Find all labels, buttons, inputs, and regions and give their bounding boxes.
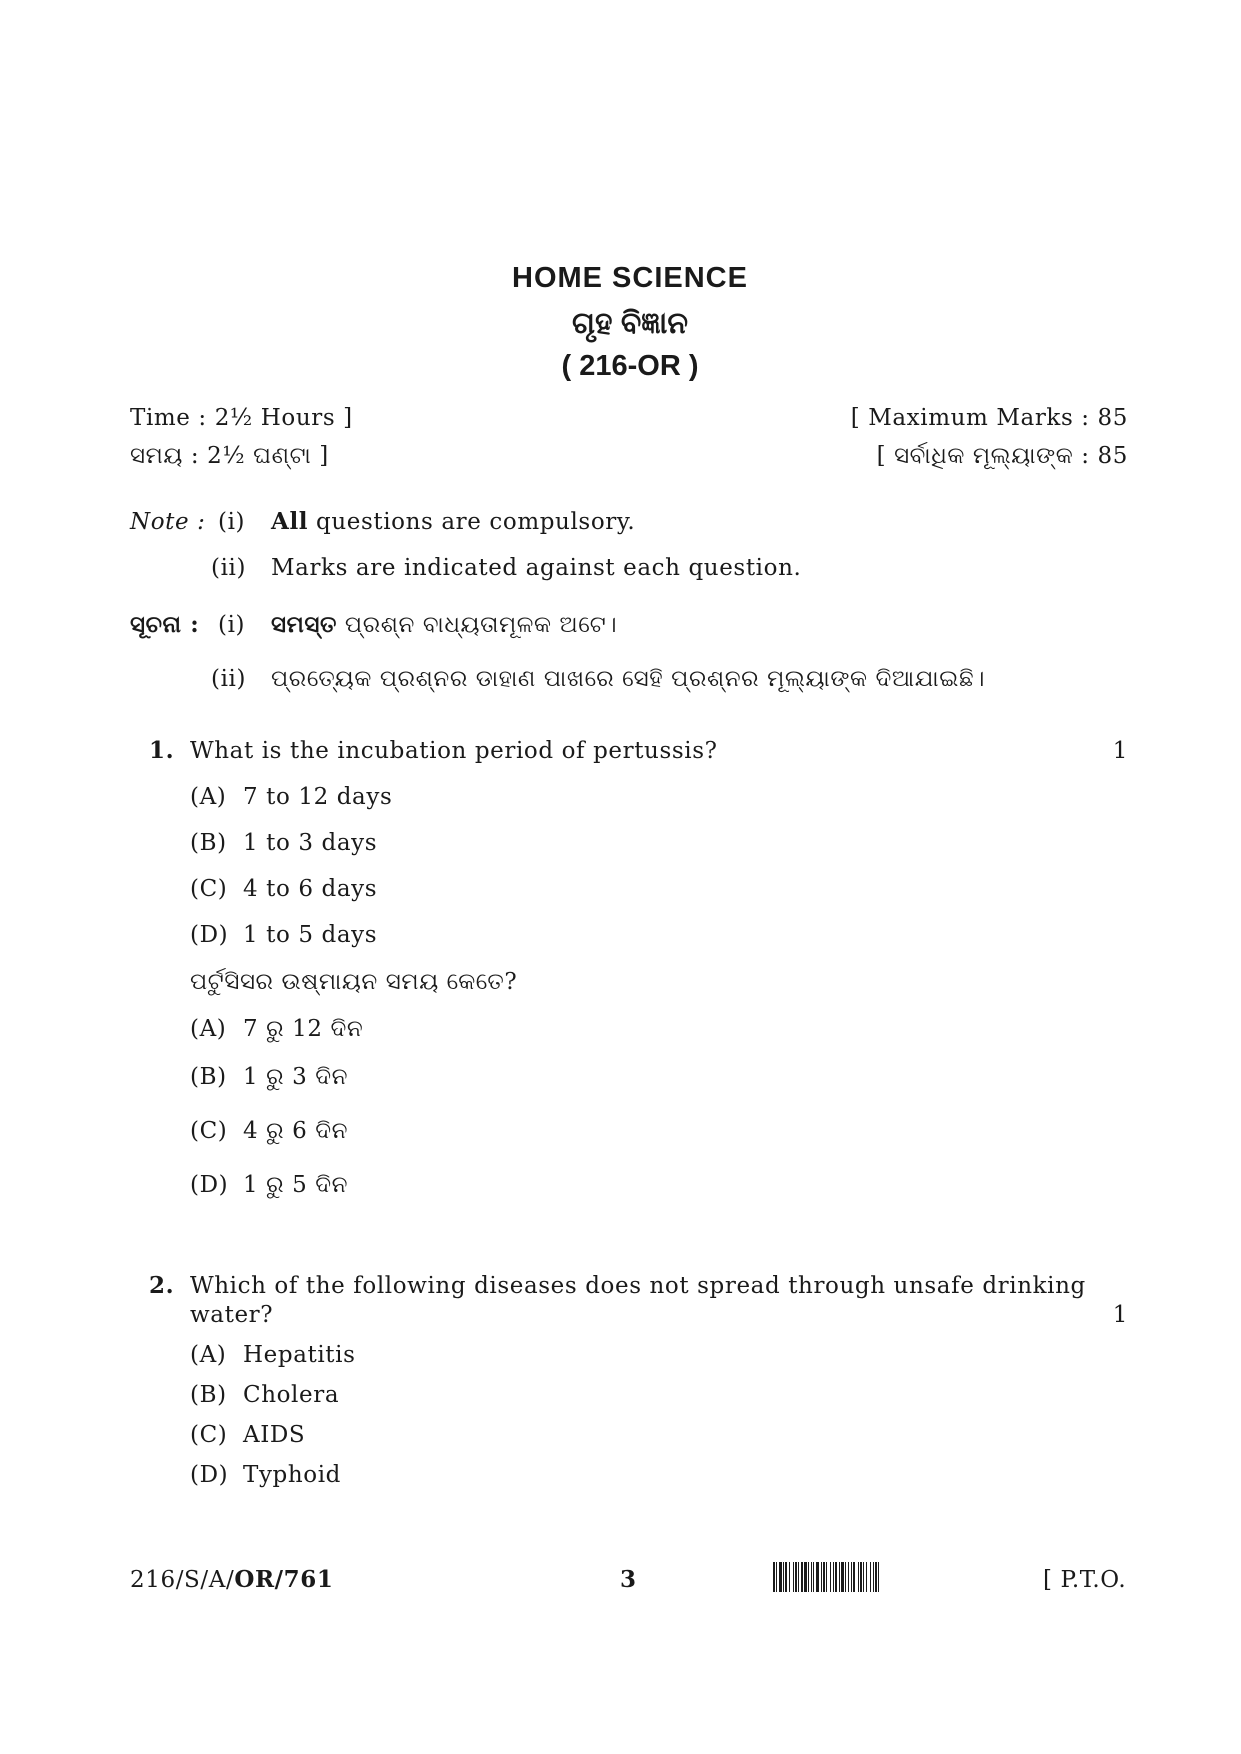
q1-odia-option-a-text: 7 ରୁ 12 ଦିନ [243,1016,364,1042]
note-line-2: Marks are indicated against each question. [271,555,802,581]
time-english: Time : 2½ Hours ] [130,405,353,431]
question-1-marks: 1 [1112,738,1128,764]
note-odia-index-ii: (ii) [211,666,247,692]
question-1-text-odia: ପର୍ଟୁସିସର ଉଷ୍ମାୟନ ସମୟ କେତେ? [190,969,518,995]
max-marks-english: [ Maximum Marks : 85 [850,405,1128,431]
note-index-i: (i) [218,509,246,535]
q1-odia-option-d-text: 1 ରୁ 5 ଦିନ [243,1172,349,1198]
question-1-number: 1. [149,737,175,764]
note-odia-line-1-text: ପ୍ରଶ୍ନ ବାଧ୍ୟତାମୂଳକ ଅଟେ। [337,612,618,638]
subject-title-english: HOME SCIENCE [512,262,748,294]
note-odia-line-1-emphasis: ସମସ୍ତ [271,611,337,638]
note-line-1-text: questions are compulsory. [308,509,636,535]
question-2-number: 2. [149,1272,175,1299]
q1-odia-option-b-label: (B) [190,1064,227,1090]
note-line-1-emphasis: All [271,508,309,535]
note-label-odia-text: ସୂଚନା : [130,611,200,638]
question-2-text-line-1: Which of the following diseases does not spread through unsafe drinking [190,1273,1086,1299]
paper-code [130,1565,334,1595]
time-odia: ସମୟ : 2½ ଘଣ୍ଟା ] [130,443,329,469]
note-index-ii: (ii) [211,555,247,581]
question-1-text: What is the incubation period of pertussis? [190,738,718,764]
question-2-text-line-2: water? [190,1302,274,1328]
q2-option-d-label: (D) [190,1462,229,1488]
note-odia-line-1 [271,610,617,640]
q1-odia-option-b-text: 1 ରୁ 3 ଦିନ [243,1064,349,1090]
q1-option-c-label: (C) [190,876,228,902]
max-marks-odia: [ ସର୍ବାଧିକ ମୂଲ୍ୟାଙ୍କ : 85 [876,443,1128,469]
note-label: Note : [130,509,206,535]
q1-odia-option-c-label: (C) [190,1118,228,1144]
q1-option-b-text: 1 to 3 days [243,830,378,856]
q2-option-d-text: Typhoid [243,1462,341,1488]
q1-option-a-text: 7 to 12 days [243,784,393,810]
q1-option-d-label: (D) [190,922,229,948]
question-2-marks: 1 [1112,1302,1128,1328]
pto-label: [ P.T.O. [1043,1567,1127,1593]
note-label-odia [130,610,199,640]
subject-code: ( 216-OR ) [561,350,699,382]
q1-option-d-text: 1 to 5 days [243,922,378,948]
q1-option-b-label: (B) [190,830,227,856]
barcode [773,1562,1035,1592]
q2-option-c-text: AIDS [243,1422,306,1448]
barcode-stripe [879,1562,882,1592]
q2-option-b-label: (B) [190,1382,227,1408]
q1-option-a-label: (A) [190,784,227,810]
paper-code-bold: OR/761 [234,1566,334,1593]
paper-code-plain: 216/S/A/ [130,1567,235,1593]
q1-odia-option-c-text: 4 ରୁ 6 ଦିନ [243,1118,349,1144]
q1-odia-option-a-label: (A) [190,1016,227,1042]
q2-option-b-text: Cholera [243,1382,340,1408]
note-line-1 [271,507,635,537]
q2-option-c-label: (C) [190,1422,228,1448]
q1-odia-option-d-label: (D) [190,1172,229,1198]
page-number: 3 [620,1566,637,1593]
q2-option-a-label: (A) [190,1342,227,1368]
note-odia-line-2: ପ୍ରତ୍ୟେକ ପ୍ରଶ୍ନର ଡାହାଣ ପାଖରେ ସେହି ପ୍ରଶ୍ନର ମୂଲ୍ୟାଙ୍କ ଦିଆଯାଇଛି। [271,666,986,692]
note-odia-index-i: (i) [218,612,246,638]
q2-option-a-text: Hepatitis [243,1342,356,1368]
subject-title-odia: ଗୃହ ବିଜ୍ଞାନ [571,307,689,340]
q1-option-c-text: 4 to 6 days [243,876,378,902]
